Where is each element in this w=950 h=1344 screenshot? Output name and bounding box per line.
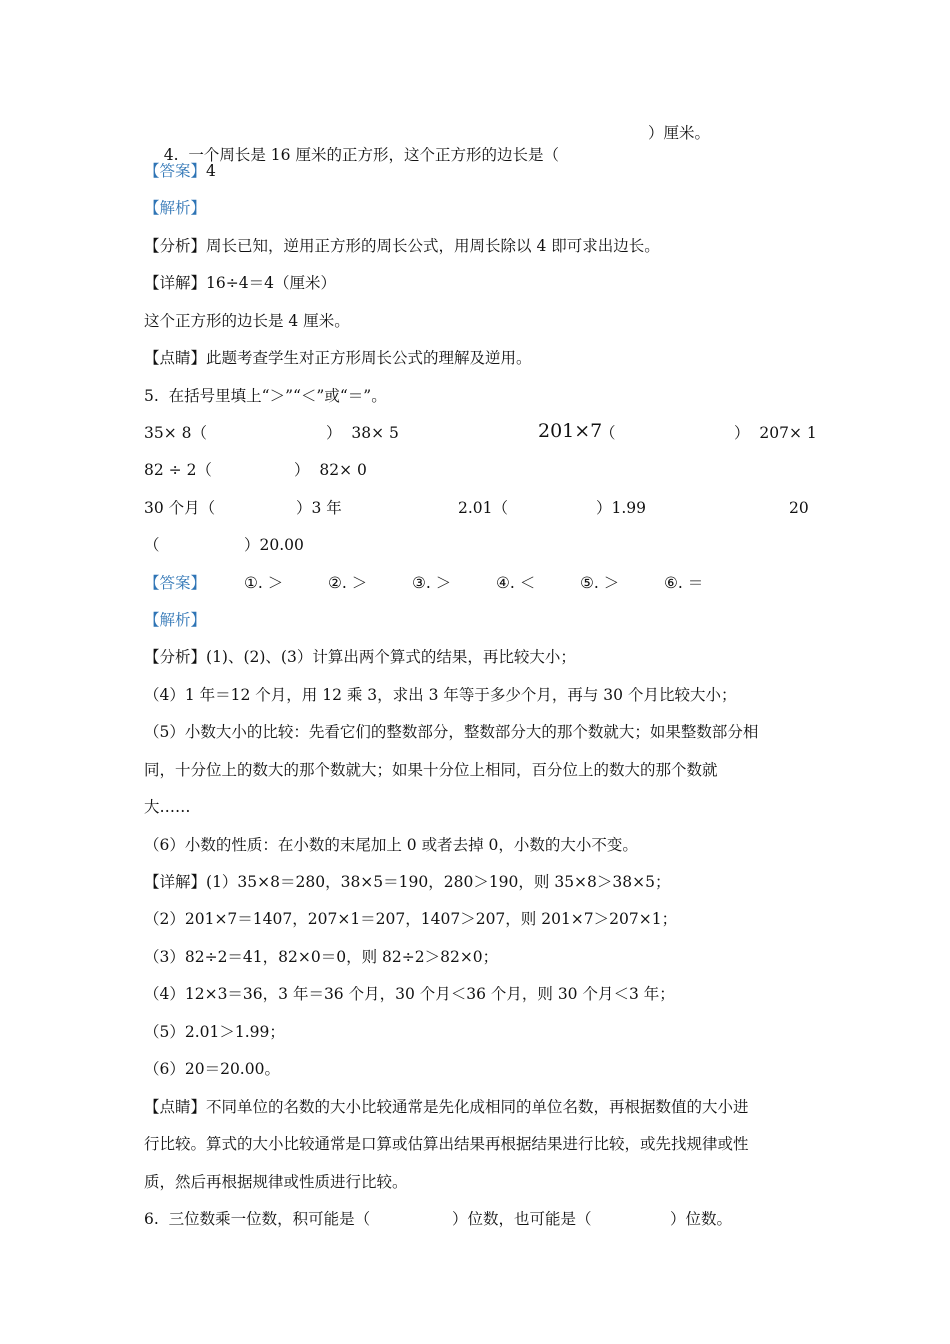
q4-answer: 4 (206, 162, 216, 180)
q5-r1-a: 35× 8（ (144, 424, 207, 442)
q4-xiangjie: 16÷4＝4（厘米） (206, 274, 336, 292)
q5-analysis-tag: 【解析】 (144, 611, 207, 629)
q4-fenxi-label: 【分析】 (144, 237, 207, 255)
q5-r1-e: ） 207× 1 (734, 424, 817, 442)
q4-xiangjie-line (144, 272, 336, 294)
q5-stem: 5. 在括号里填上“＞”“＜”或“＝”。 (144, 387, 387, 405)
q5-r1-b: ） 38× 5 (326, 424, 399, 442)
q5-xiangjie-4: （4）12×3＝36，3 年＝36 个月，30 个月＜36 个月，则 30 个月＜3 年； (144, 985, 675, 1003)
q5-r4-a: （ (144, 536, 160, 554)
q5-xiangjie-line-1 (144, 871, 670, 893)
q5-fenxi-3: （5）小数大小的比较：先看它们的整数部分，整数部分大的那个数就大；如果整数部分相 (144, 723, 759, 741)
q5-answer-3: ③. ＞ (412, 574, 452, 592)
q5-r1-d: （ (600, 424, 616, 442)
q4-dianjing: 此题考查学生对正方形周长公式的理解及逆用。 (206, 349, 532, 367)
q5-r3-b: ）3 年 (296, 499, 342, 517)
q4-dianjing-label: 【点睛】 (144, 349, 207, 367)
q4-fenxi-line (144, 235, 660, 257)
q5-xiangjie-5: （5）2.01＞1.99； (144, 1023, 285, 1041)
q4-dianjing-line (144, 347, 532, 369)
q5-r3-e: 20 (789, 499, 809, 517)
q5-r3-c: 2.01（ (458, 499, 509, 517)
q5-xiangjie-label: 【详解】 (144, 873, 207, 891)
q5-dianjing-line-1 (144, 1096, 749, 1118)
q5-answer-tag: 【答案】 (144, 574, 207, 592)
q5-r1-c: 201×7 (538, 420, 603, 442)
q5-r3-d: ）1.99 (596, 499, 647, 517)
q5-answer-1: ①. ＞ (244, 574, 284, 592)
q5-xiangjie-1: (1）35×8＝280，38×5＝190，280＞190，则 35×8＞38×5； (206, 873, 671, 891)
q5-fenxi-6: （6）小数的性质：在小数的末尾加上 0 或者去掉 0，小数的大小不变。 (144, 836, 638, 854)
q5-r3-a: 30 个月（ (144, 499, 216, 517)
q5-dianjing-3: 质，然后再根据规律或性质进行比较。 (144, 1173, 408, 1191)
q4-answer-tag: 【答案】 (144, 162, 207, 180)
q5-fenxi-label: 【分析】 (144, 648, 207, 666)
q4-stem-part-a: 4. 一个周长是 16 厘米的正方形，这个正方形的边长是（ (163, 146, 559, 164)
q5-answer-6: ⑥. ＝ (664, 574, 704, 592)
q5-fenxi-5: 大…… (144, 798, 191, 816)
q5-fenxi-2: （4）1 年＝12 个月，用 12 乘 3，求出 3 年等于多少个月，再与 30 个月比较大小； (144, 686, 737, 704)
q5-fenxi-line-1 (144, 646, 576, 668)
q4-conclusion: 这个正方形的边长是 4 厘米。 (144, 312, 350, 330)
q5-r2-b: ） 82× 0 (294, 461, 367, 479)
q5-r2-a: 82 ÷ 2（ (144, 461, 212, 479)
q5-fenxi-4: 同，十分位上的数大的那个数就大；如果十分位上相同，百分位上的数大的那个数就 (144, 761, 718, 779)
q5-dianjing-label: 【点睛】 (144, 1098, 207, 1116)
q4-fenxi: 周长已知，逆用正方形的周长公式，用周长除以 4 即可求出边长。 (206, 237, 660, 255)
q5-xiangjie-6: （6）20＝20.00。 (144, 1060, 280, 1078)
q4-answer-line (144, 160, 216, 182)
q5-xiangjie-2: （2）201×7＝1407，207×1＝207，1407＞207，则 201×7＞207×1； (144, 910, 678, 928)
q6-stem-b: ）位数，也可能是（ (452, 1210, 592, 1228)
q4-xiangjie-label: 【详解】 (144, 274, 207, 292)
q5-r4-b: ）20.00 (244, 536, 304, 554)
q5-answer-4: ④. ＜ (496, 574, 536, 592)
q4-stem-part-b: ）厘米。 (648, 124, 711, 142)
q6-stem-a: 6. 三位数乘一位数，积可能是（ (144, 1210, 371, 1228)
q5-fenxi-1: (1)、(2)、(3）计算出两个算式的结果，再比较大小； (206, 648, 576, 666)
q5-dianjing-2: 行比较。算式的大小比较通常是口算或估算出结果再根据结果进行比较，或先找规律或性 (144, 1135, 749, 1153)
q4-analysis-tag: 【解析】 (144, 199, 207, 217)
q6-stem-c: ）位数。 (670, 1210, 733, 1228)
q5-dianjing-1: 不同单位的名数的大小比较通常是先化成相同的单位名数，再根据数值的大小进 (206, 1098, 749, 1116)
q5-xiangjie-3: （3）82÷2＝41，82×0＝0，则 82÷2＞82×0； (144, 948, 499, 966)
q5-answer-5: ⑤. ＞ (580, 574, 620, 592)
q5-answer-2: ②. ＞ (328, 574, 368, 592)
